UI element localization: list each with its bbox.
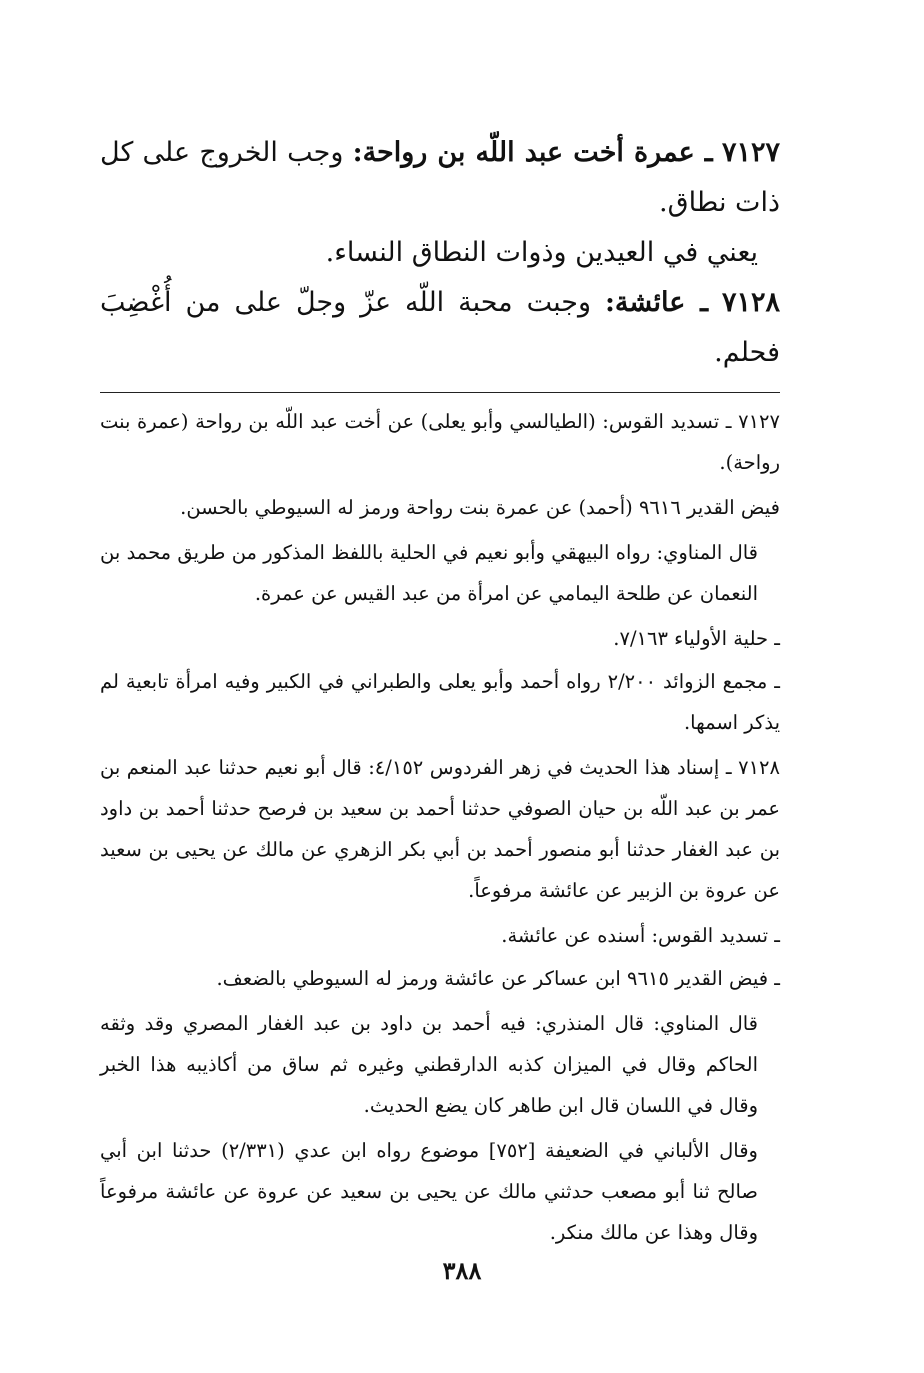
footnote-paragraph: ـ مجمع الزوائد ٢/٢٠٠ رواه أحمد وأبو يعلى والطبراني في الكبير وفيه امرأة تابعية لم يذكر اسمها.	[100, 670, 780, 734]
book-page	[100, 128, 780, 1257]
entry-7127-gloss: يعني في العيدين وذوات النطاق النساء.	[325, 237, 758, 268]
footnotes	[100, 401, 780, 1253]
footnote-divider	[100, 392, 780, 393]
entry-text: وجب الخروج على كل ذات نطاق.	[100, 137, 780, 218]
footnote-paragraph: قال المناوي: قال المنذري: فيه أحمد بن داود بن عبد الغفار المصري وقد وثقه الحاكم وقال في الميزان كذبه الدارقطني وغيره ثم ساق من أكاذيبه هذا الخبر وقال في اللسان قال ابن طاهر كان يضع الحديث.	[100, 1012, 758, 1117]
footnote-paragraph: قال المناوي: رواه البيهقي وأبو نعيم في الحلية باللفظ المذكور من طريق محمد بن النعمان عن طلحة اليمامي عن امرأة من عبد القيس عن عمرة.	[100, 541, 758, 605]
entry-narrator: ـ عائشة:	[604, 287, 708, 318]
page-number: ٣٨٨	[442, 1256, 482, 1285]
entry-narrator: ـ عمرة أخت عبد اللّه بن رواحة:	[352, 137, 713, 168]
footnote-paragraph: ـ تسديد القوس: أسنده عن عائشة.	[501, 924, 780, 947]
footnote-paragraph: ٧١٢٧ ـ تسديد القوس: (الطيالسي وأبو يعلى) عن أخت عبد اللّه بن رواحة (عمرة بنت رواحة).	[100, 410, 780, 474]
footnote-paragraph: ـ فيض القدير ٩٦١٥ ابن عساكر عن عائشة ورمز له السيوطي بالضعف.	[216, 967, 780, 990]
footnote-paragraph: ٧١٢٨ ـ إسناد هذا الحديث في زهر الفردوس ٤/١٥٢: قال أبو نعيم حدثنا عبد المنعم بن عمر بن عبد اللّه بن حيان الصوفي حدثنا أحمد بن سعيد بن فرصح حدثنا أحمد بن داود بن عبد الغفار حدثنا أبو منصور أحمد بن أبي بكر الزهري عن مالك عن يحيى بن سعيد عن عروة بن الزبير عن عائشة مرفوعاً.	[100, 756, 780, 902]
main-text	[100, 128, 780, 378]
entry-text: وجبت محبة اللّه عزّ وجلّ على من أُغْضِبَ فحلم.	[100, 287, 780, 368]
entry-7127	[100, 128, 780, 228]
footnote-paragraph: فيض القدير ٩٦١٦ (أحمد) عن عمرة بنت رواحة ورمز له السيوطي بالحسن.	[180, 496, 780, 519]
entry-number: ٧١٢٨	[721, 287, 780, 318]
entry-number: ٧١٢٧	[721, 137, 780, 168]
footnote-paragraph: وقال الألباني في الضعيفة [٧٥٢] موضوع رواه ابن عدي (٢/٣٣١) حدثنا ابن أبي صالح ثنا أبو مصعب حدثني مالك عن يحيى بن سعيد عن عروة عن عائشة مرفوعاً وقال وهذا عن مالك منكر.	[100, 1139, 758, 1244]
footnote-paragraph: ـ حلية الأولياء ٧/١٦٣.	[613, 627, 780, 650]
entry-7128	[100, 278, 780, 378]
